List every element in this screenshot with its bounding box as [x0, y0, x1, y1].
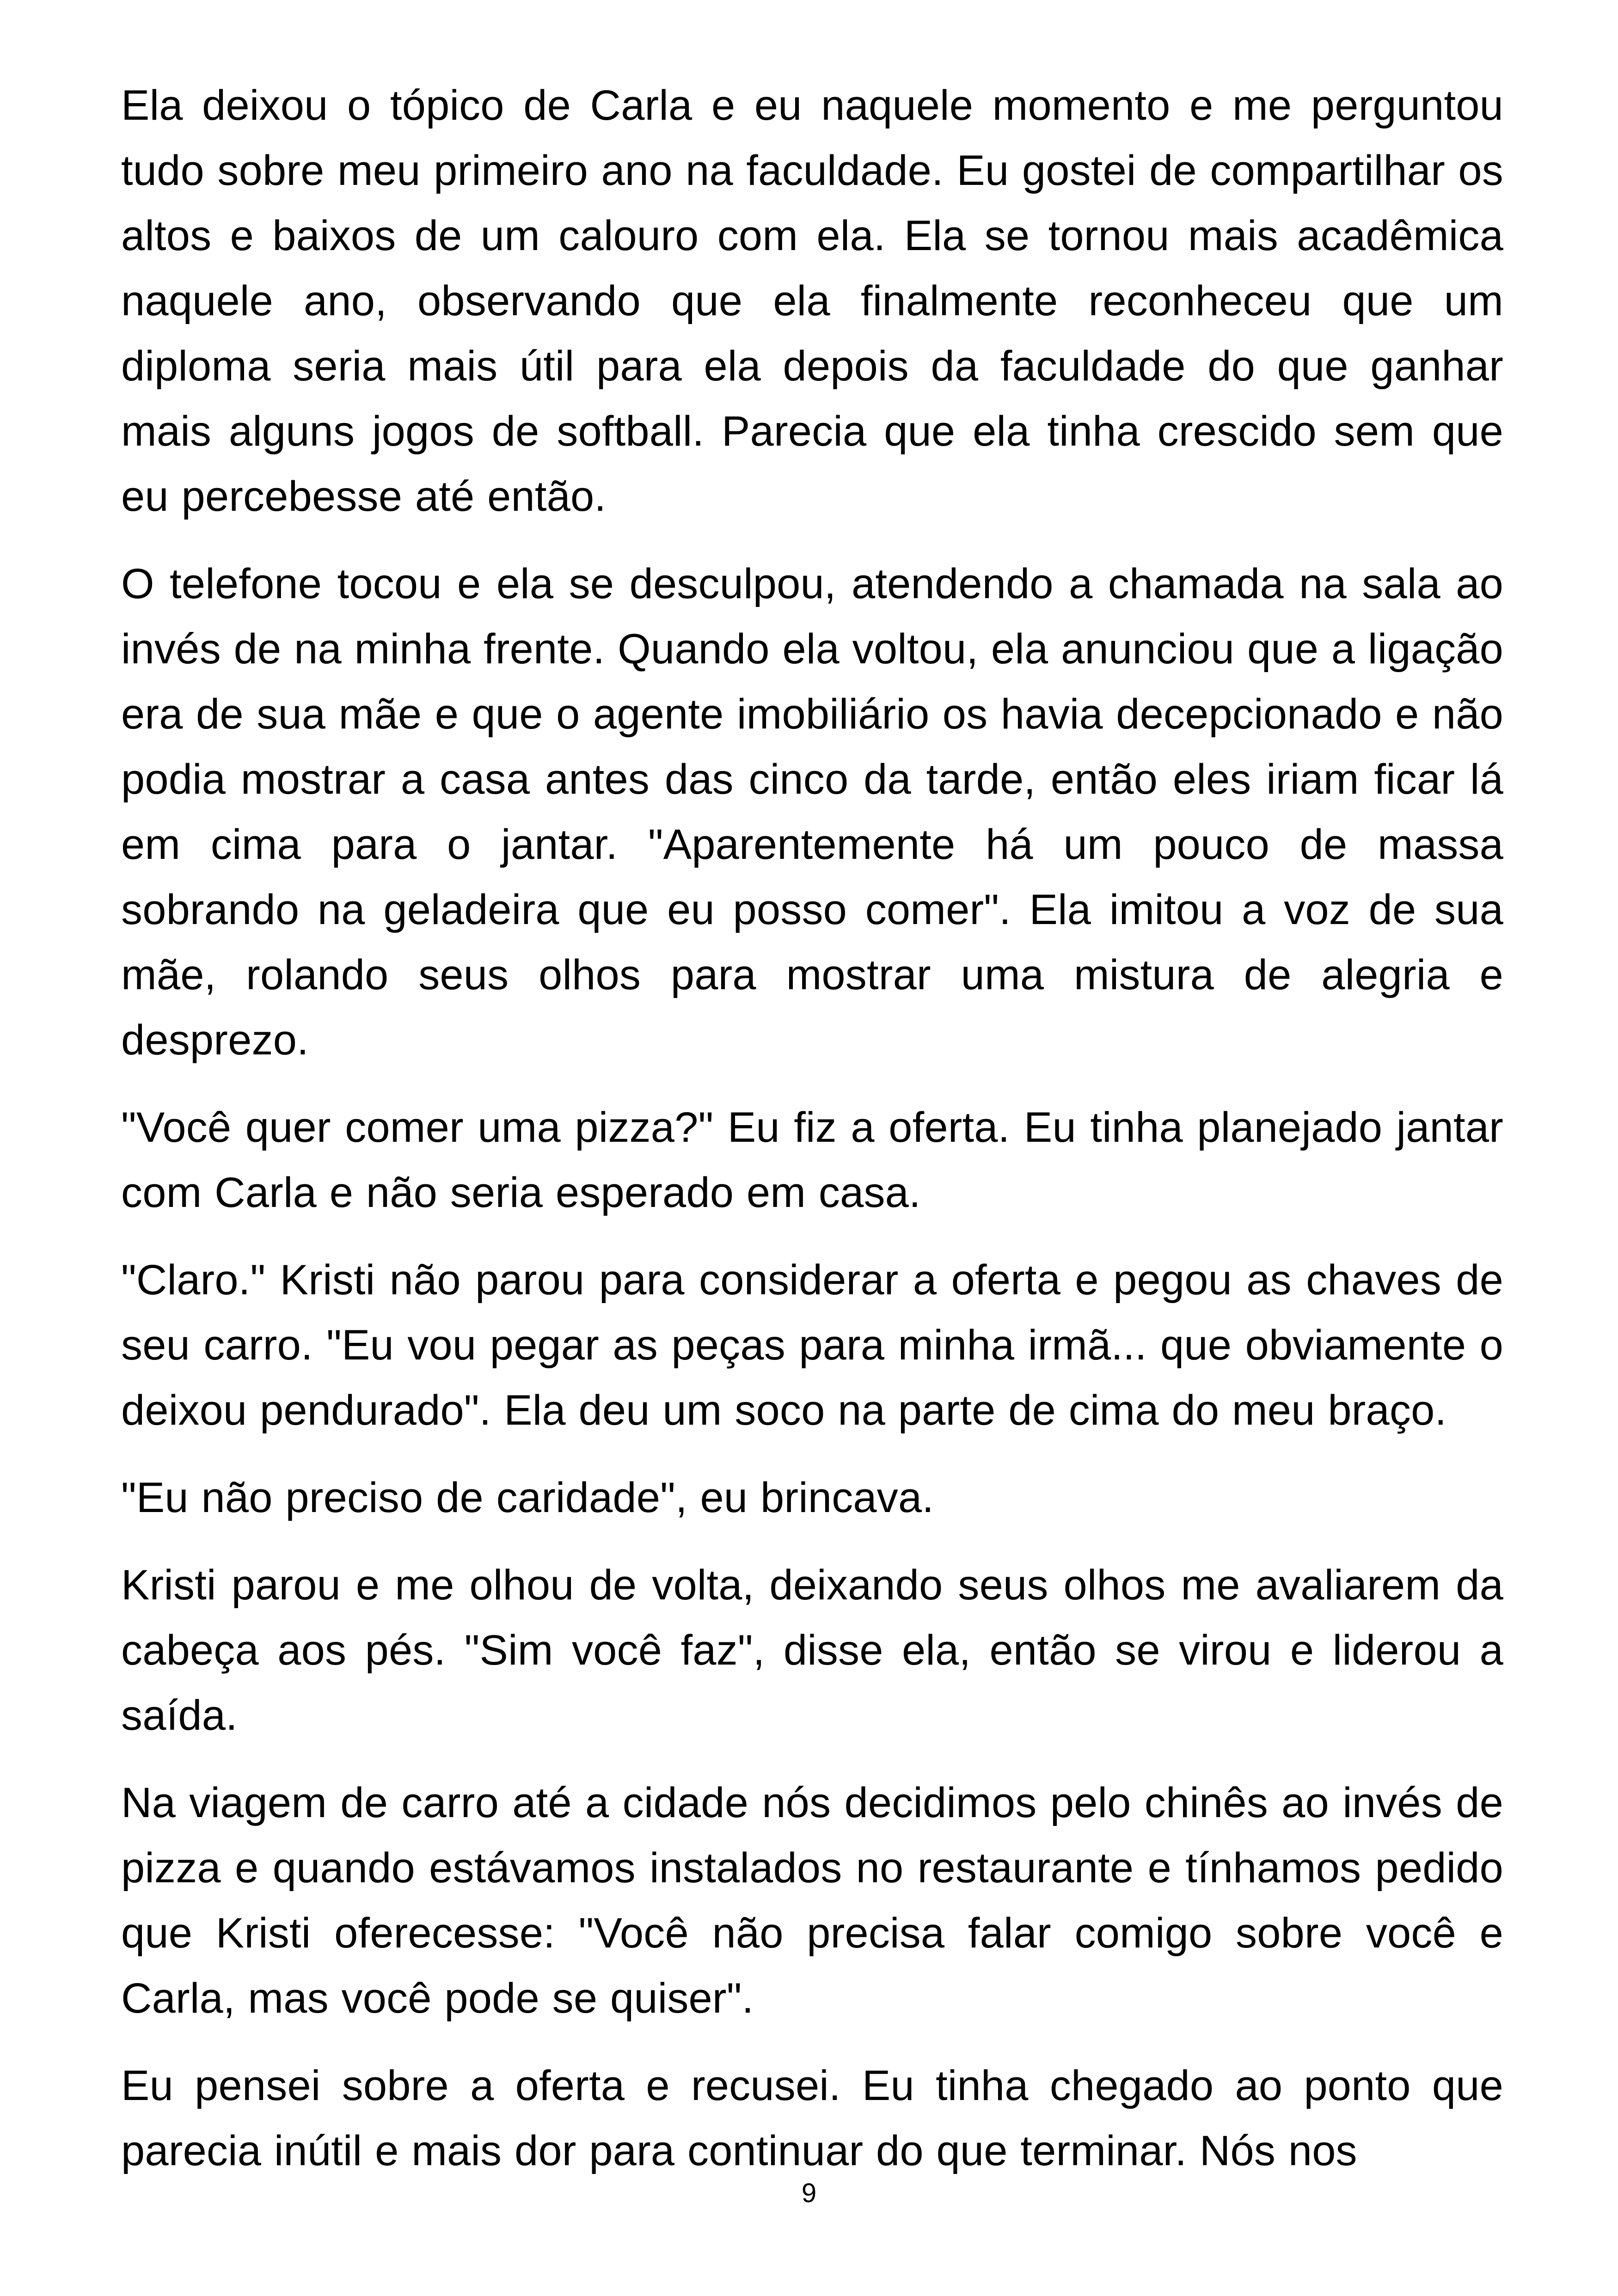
paragraph: "Claro." Kristi não parou para considerar a oferta e pegou as chaves de seu carro. "Eu vou pegar as peças para minha irmã... que obviamente o deixou pendurado". Ela deu um soco na parte de cima do meu braço.: [121, 1256, 1503, 1434]
paragraph: Kristi parou e me olhou de volta, deixando seus olhos me avaliarem da cabeça aos pés. "Sim você faz", disse ela, então se virou e liderou a saída.: [121, 1561, 1503, 1739]
page-number: 9: [801, 2178, 817, 2208]
paragraph: O telefone tocou e ela se desculpou, atendendo a chamada na sala ao invés de na minha frente. Quando ela voltou, ela anunciou que a ligação era de sua mãe e que o agente imobiliário os havia decepcionado e não podia mostrar a casa antes das cinco da tarde, então eles iriam ficar lá em cima para o jantar. "Aparentemente há um pouco de massa sobrando na geladeira que eu posso comer". Ela imitou a voz de sua mãe, rolando seus olhos para mostrar uma mistura de alegria e desprezo.: [121, 560, 1503, 1064]
paragraph: "Eu não preciso de caridade", eu brincava.: [121, 1474, 934, 1521]
body-text: [121, 73, 1503, 2206]
paragraph: Ela deixou o tópico de Carla e eu naquele momento e me perguntou tudo sobre meu primeiro ano na faculdade. Eu gostei de compartilhar os altos e baixos de um calouro com ela. Ela se tornou mais acadêmica naquele ano, observando que ela finalmente reconheceu que um diploma seria mais útil para ela depois da faculdade do que ganhar mais alguns jogos de softball. Parecia que ela tinha crescido sem que eu percebesse até então.: [121, 82, 1503, 520]
paragraph: Na viagem de carro até a cidade nós decidimos pelo chinês ao invés de pizza e quando estávamos instalados no restaurante e tínhamos pedido que Kristi oferecesse: "Você não precisa falar comigo sobre você e Carla, mas você pode se quiser".: [121, 1779, 1503, 2022]
paragraph: "Você quer comer uma pizza?" Eu fiz a oferta. Eu tinha planejado jantar com Carla e não seria esperado em casa.: [121, 1104, 1503, 1216]
paragraph: Eu pensei sobre a oferta e recusei. Eu tinha chegado ao ponto que parecia inútil e mais dor para continuar do que terminar. Nós nos: [121, 2062, 1503, 2174]
